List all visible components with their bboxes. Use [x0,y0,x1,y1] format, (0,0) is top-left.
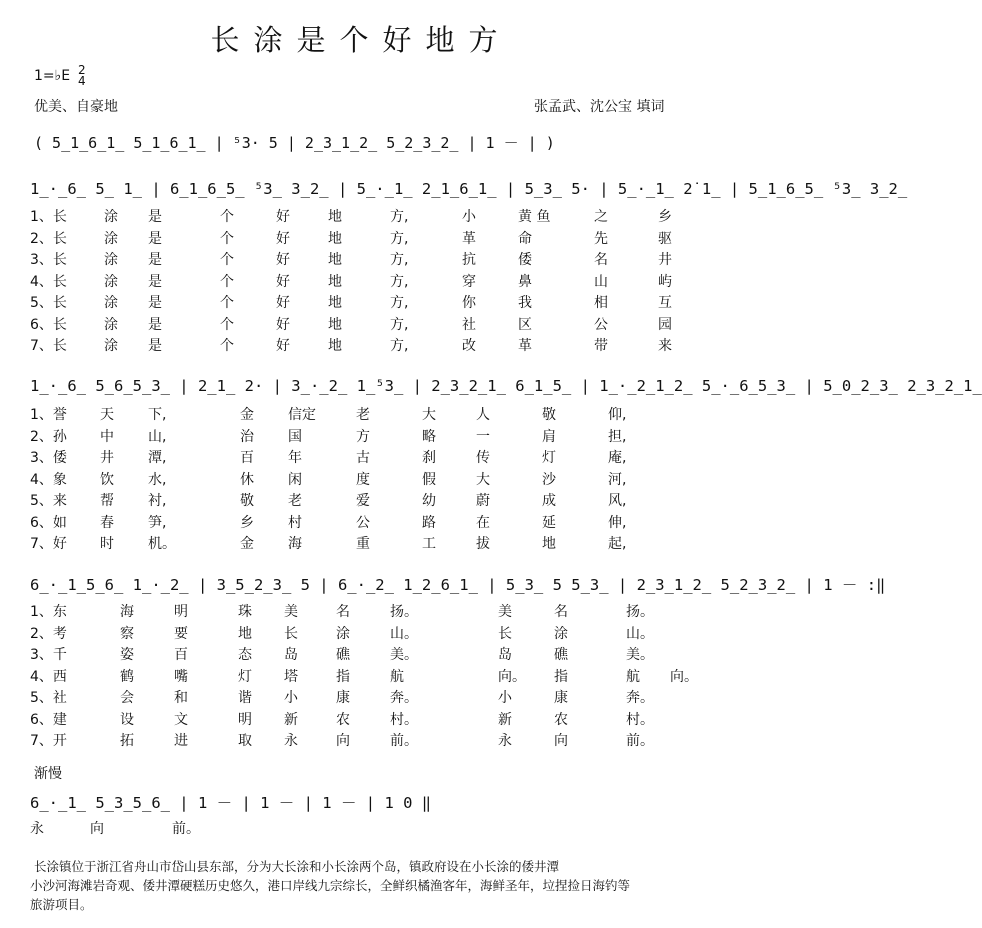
lyric-syllable: 好 [276,338,290,354]
lyric-syllable: 方, [390,338,409,354]
lyric-syllable: 重 [356,536,370,552]
lyric-syllable: 2、长 [30,230,67,247]
lyric-syllable: 潭, [148,450,167,466]
lyric-syllable: 奔。 [390,690,418,706]
lyric-syllable: 涂 [104,230,118,247]
lyric-syllable: 帮 [100,493,114,509]
lyric-syllable: 康 [336,690,350,706]
lyric-syllable: 地 [328,209,342,225]
lyric-syllable: 航 [390,668,404,685]
lyric-syllable: 好 [276,295,290,311]
lyric-syllable: 井 [658,252,672,268]
lyric-syllable: 方, [390,316,409,333]
lyric-syllable: 拔 [476,536,490,552]
lyric-syllable: 机。 [148,536,176,552]
lyric-syllable: 涂 [104,295,118,311]
lyric-syllable: 信定 [288,407,316,423]
lyric-syllable: 互 [658,295,672,311]
lyric-syllable: 蔚 [476,493,490,509]
lyric-syllable: 敬 [240,493,254,509]
lyric-syllable: 方, [390,252,409,268]
footnote-line-1: 长涂镇位于浙江省舟山市岱山县东部，分为大长涂和小长涂两个岛，镇政府设在小长涂的倭井潭 [34,859,560,874]
lyric-syllable: 小 [498,690,512,706]
lyric-syllable: 美 [284,604,298,620]
lyric-syllable: 改 [462,338,476,354]
lyric-syllable: 美 [498,604,512,620]
lyric-syllable: 公 [356,514,370,531]
lyric-syllable: 刹 [422,450,436,466]
lyric-syllable: 村。 [390,711,418,728]
intro-notation: ( 5̲1̲6̲1̲ 5̲1̲6̲1̲ | ⁵3· 5 | 2̲3̲1̲2̲ 5̲2̲3̲2̲ | 1 － | ) [34,134,555,152]
lyric-syllable: 3、长 [30,252,67,268]
lyric-syllable: 担, [608,428,627,445]
lyric-syllable: 要 [174,625,188,642]
lyric-syllable: 好 [276,316,290,333]
tempo-mark: 渐慢 [34,766,62,782]
lyric-syllable: 塔 [284,668,298,685]
lyric-syllable: 态 [238,647,252,663]
lyric-syllable: 涂 [104,209,118,225]
lyric-syllable: 沙 [542,471,556,488]
lyric-syllable: 井 [100,450,114,466]
lyric-syllable: 休 [240,471,254,488]
lyric-syllable: 名 [554,604,568,620]
lyric-syllable: 谐 [238,690,252,706]
lyric-syllable: 金 [240,407,254,423]
lyric-syllable: 姿 [120,647,134,663]
coda-lyric: 向 [90,821,104,837]
lyric-syllable: 指 [554,668,568,685]
lyric-syllable: 7、开 [30,733,67,749]
lyric-syllable: 路 [422,514,436,531]
lyric-syllable: 黄 鱼 [518,209,551,225]
lyric-syllable: 乡 [658,209,672,225]
lyric-syllable: 屿 [658,273,672,290]
lyric-syllable: 前。 [626,733,654,749]
lyric-syllable: 在 [476,514,490,531]
lyric-syllable: 向。 [498,668,526,685]
lyric-syllable: 扬。 [390,604,418,620]
lyric-syllable: 风, [608,493,627,509]
lyric-syllable: 个 [220,295,234,311]
lyric-syllable: 革 [462,230,476,247]
lyric-syllable: 涂 [336,625,350,642]
lyric-syllable: 是 [148,295,162,311]
lyric-syllable: 地 [328,295,342,311]
lyric-syllable: 闲 [288,471,302,488]
lyric-syllable: 山 [594,273,608,290]
lyric-syllable: 幼 [422,493,436,509]
lyric-syllable: 水, [148,471,167,488]
lyric-syllable: 一 [476,428,490,445]
lyric-syllable: 海 [288,536,302,552]
lyric-syllable: 衬, [148,493,167,509]
lyric-syllable: 方 [356,428,370,445]
lyric-syllable: 康 [554,690,568,706]
lyric-syllable: 工 [422,536,436,552]
lyric-syllable: 察 [120,625,134,642]
lyric-syllable: 地 [542,536,556,552]
lyric-syllable: 驱 [658,230,672,247]
lyric-syllable: 航 [626,668,640,685]
lyric-syllable: 3、倭 [30,450,67,466]
lyric-syllable: 个 [220,209,234,225]
lyric-syllable: 1、誉 [30,407,67,423]
lyric-syllable: 新 [498,711,512,728]
lyric-syllable: 好 [276,273,290,290]
lyric-syllable: 方, [390,209,409,225]
lyricist-credit: 张孟武、沈公宝 填词 [534,99,665,115]
lyric-syllable: 山, [148,428,167,445]
footnote-line-3: 旅游项目。 [30,897,93,912]
lyric-syllable: 永 [284,733,298,749]
lyric-syllable: 农 [554,711,568,728]
lyric-syllable: 老 [288,493,302,509]
lyric-syllable: 春 [100,514,114,531]
lyric-syllable: 度 [356,471,370,488]
lyric-syllable: 新 [284,711,298,728]
lyric-syllable: 是 [148,230,162,247]
lyric-syllable: 河, [608,471,627,488]
lyric-syllable: 古 [356,450,370,466]
lyric-syllable: 向 [336,733,350,749]
lyric-syllable: 天 [100,407,114,423]
lyric-syllable: 岛 [284,647,298,663]
lyric-syllable: 延 [542,514,556,531]
lyric-syllable: 取 [238,733,252,749]
lyric-syllable: 革 [518,338,532,354]
lyric-syllable: 美。 [390,647,418,663]
lyric-syllable: 前。 [390,733,418,749]
lyric-syllable: 涂 [104,316,118,333]
lyric-syllable: 会 [120,690,134,706]
lyric-syllable: 是 [148,209,162,225]
lyric-syllable: 个 [220,273,234,290]
lyric-syllable: 中 [100,428,114,445]
lyric-syllable: 礁 [336,647,350,663]
coda-notes: 6̲·̲1̲ 5̲3̲5̲6̲ | 1 － | 1 － | 1 － | 1 0 ‖ [30,794,432,812]
lyric-syllable: 是 [148,252,162,268]
lyric-syllable: 小 [284,690,298,706]
system-3-notes: 6̲·̲1̲5̲6̲ 1̲·̲2̲ | 3̲5̲2̲3̲ 5 | 6̲·̲2̲ 1̲2̲6̲1̲ | 5̲3̲ 5 5̲3̲ | 2̲3̲1̲2̲ 5̲2̲3̲2̲ | 1 － :‖ [30,576,886,594]
lyric-syllable: 地 [328,316,342,333]
lyric-syllable: 你 [462,295,476,311]
lyric-syllable: 好 [276,209,290,225]
lyric-syllable: 百 [174,647,188,663]
lyric-syllable: 是 [148,338,162,354]
lyric-syllable: 个 [220,316,234,333]
lyric-syllable: 嘴 [174,668,188,685]
lyric-syllable: 地 [238,625,252,642]
lyric-syllable: 肩 [542,428,556,445]
lyric-syllable: 6、长 [30,316,67,333]
lyric-syllable: 珠 [238,604,252,620]
lyric-syllable: 设 [120,711,134,728]
system-2-notes: 1̲·̲6̲ 5̲6̲5̲3̲ | 2̲1̲ 2· | 3̲·̲2̲ 1̲⁵3̲ | 2̲3̲2̲1̲ 6̲1̲5̲ | 1̲·̲2̲1̲2̲ 5̲·̲6̲5̲3̲ | 5̲0̲2̲3̲ 2̲3̲2̲1̲ [30,377,982,395]
lyric-syllable: 敬 [542,407,556,423]
lyric-syllable: 区 [518,316,532,333]
lyric-syllable: 下, [148,407,167,423]
lyric-syllable: 年 [288,450,302,466]
lyric-syllable: 明 [238,711,252,728]
lyric-syllable: 方, [390,230,409,247]
lyric-syllable: 抗 [462,252,476,268]
lyric-syllable: 扬。 [626,604,654,620]
lyric-syllable: 我 [518,295,532,311]
lyric-syllable: 5、社 [30,690,67,706]
lyric-syllable: 灯 [238,668,252,685]
lyric-syllable: 指 [336,668,350,685]
lyric-syllable: 长 [284,625,298,642]
coda-lyric: 前。 [172,821,200,837]
lyric-syllable: 假 [422,471,436,488]
lyric-syllable: 地 [328,230,342,247]
lyric-syllable: 名 [594,252,608,268]
lyric-syllable: 好 [276,230,290,247]
lyric-syllable: 大 [422,407,436,423]
lyric-syllable: 成 [542,493,556,509]
lyric-syllable: 地 [328,273,342,290]
lyric-syllable: 奔。 [626,690,654,706]
lyric-syllable: 1、东 [30,604,67,620]
lyric-syllable: 4、西 [30,668,67,685]
lyric-syllable: 好 [276,252,290,268]
lyric-syllable: 大 [476,471,490,488]
lyric-syllable: 饮 [100,471,114,488]
lyric-syllable: 明 [174,604,188,620]
lyric-syllable: 倭 [518,252,532,268]
lyric-syllable: 笋, [148,514,167,531]
system-1-notes: 1̲·̲6̲ 5̲ 1̲ | 6̲1̲6̲5̲ ⁵3̲ 3̲2̲ | 5̲·̲1̲ 2̲1̲6̲1̲ | 5̲3̲ 5· | 5̲·̲1̲ 2̇ 1̲ | 5̲1̲6̲5̲ ⁵3̲ 3̲2̲ [30,180,908,198]
lyric-syllable: 2、考 [30,625,67,642]
lyric-syllable: 穿 [462,273,476,290]
footnote-line-2: 小沙河海滩岩奇观、倭井潭硬糕历史悠久，港口岸线九宗综长，全鲜织橘渔客年，海鲜圣年，垃捏捡日海钓等 [30,878,631,893]
lyric-syllable: 国 [288,428,302,445]
lyric-syllable: 方, [390,295,409,311]
lyric-syllable: 个 [220,252,234,268]
lyric-syllable: 鹤 [120,668,134,685]
lyric-syllable: 个 [220,230,234,247]
lyric-syllable: 名 [336,604,350,620]
lyric-syllable: 庵, [608,450,627,466]
lyric-syllable: 4、长 [30,273,67,290]
lyric-syllable: 之 [594,209,608,225]
lyric-syllable: 时 [100,536,114,552]
lyric-syllable: 地 [328,252,342,268]
lyric-syllable: 伸, [608,514,627,531]
lyric-syllable: 3、千 [30,647,67,663]
lyric-syllable: 5、来 [30,493,67,509]
lyric-syllable: 鼻 [518,273,532,290]
lyric-syllable: 涂 [104,252,118,268]
lyric-syllable: 村。 [626,711,654,728]
lyric-syllable: 带 [594,338,608,354]
lyric-syllable: 6、如 [30,514,67,531]
expression-mark: 优美、自豪地 [34,99,118,115]
lyric-syllable: 是 [148,316,162,333]
lyric-syllable: 传 [476,450,490,466]
lyric-syllable: 小 [462,209,476,225]
lyric-syllable: 金 [240,536,254,552]
lyric-syllable: 山。 [390,625,418,642]
lyric-syllable: 5、长 [30,295,67,311]
lyric-syllable: 人 [476,407,490,423]
lyric-syllable: 向。 [670,668,698,685]
lyric-syllable: 长 [498,625,512,642]
lyric-syllable: 向 [554,733,568,749]
lyric-syllable: 治 [240,428,254,445]
lyric-syllable: 进 [174,733,188,749]
lyric-syllable: 涂 [104,338,118,354]
lyric-syllable: 个 [220,338,234,354]
lyric-syllable: 村 [288,514,302,531]
lyric-syllable: 1、长 [30,209,67,225]
lyric-syllable: 灯 [542,450,556,466]
lyric-syllable: 百 [240,450,254,466]
coda-lyric: 永 [30,821,44,837]
lyric-syllable: 仰, [608,407,627,423]
lyric-syllable: 涂 [554,625,568,642]
lyric-syllable: 方, [390,273,409,290]
lyric-syllable: 2、孙 [30,428,67,445]
time-signature: 2 4 [78,63,86,88]
lyric-syllable: 先 [594,230,608,247]
lyric-syllable: 命 [518,230,532,247]
lyric-syllable: 永 [498,733,512,749]
page-title: 长涂是个好地方 [210,23,512,57]
lyric-syllable: 山。 [626,625,654,642]
lyric-syllable: 文 [174,711,188,728]
key-signature: 1=♭E [34,68,71,84]
lyric-syllable: 乡 [240,514,254,531]
lyric-syllable: 起, [608,536,627,552]
lyric-syllable: 农 [336,711,350,728]
lyric-syllable: 略 [422,428,436,445]
lyric-syllable: 地 [328,338,342,354]
lyric-syllable: 海 [120,604,134,620]
lyric-syllable: 相 [594,295,608,311]
lyric-syllable: 公 [594,316,608,333]
lyric-syllable: 老 [356,407,370,423]
lyric-syllable: 岛 [498,647,512,663]
lyric-syllable: 拓 [120,733,134,749]
lyric-syllable: 礁 [554,647,568,663]
lyric-syllable: 来 [658,338,672,354]
lyric-syllable: 美。 [626,647,654,663]
lyric-syllable: 是 [148,273,162,290]
lyric-syllable: 爱 [356,493,370,509]
lyric-syllable: 涂 [104,273,118,290]
lyric-syllable: 园 [658,316,672,333]
lyric-syllable: 和 [174,690,188,706]
lyric-syllable: 7、好 [30,536,67,552]
lyric-syllable: 6、建 [30,711,67,728]
lyric-syllable: 社 [462,316,476,333]
lyric-syllable: 7、长 [30,338,67,354]
lyric-syllable: 4、象 [30,471,67,488]
